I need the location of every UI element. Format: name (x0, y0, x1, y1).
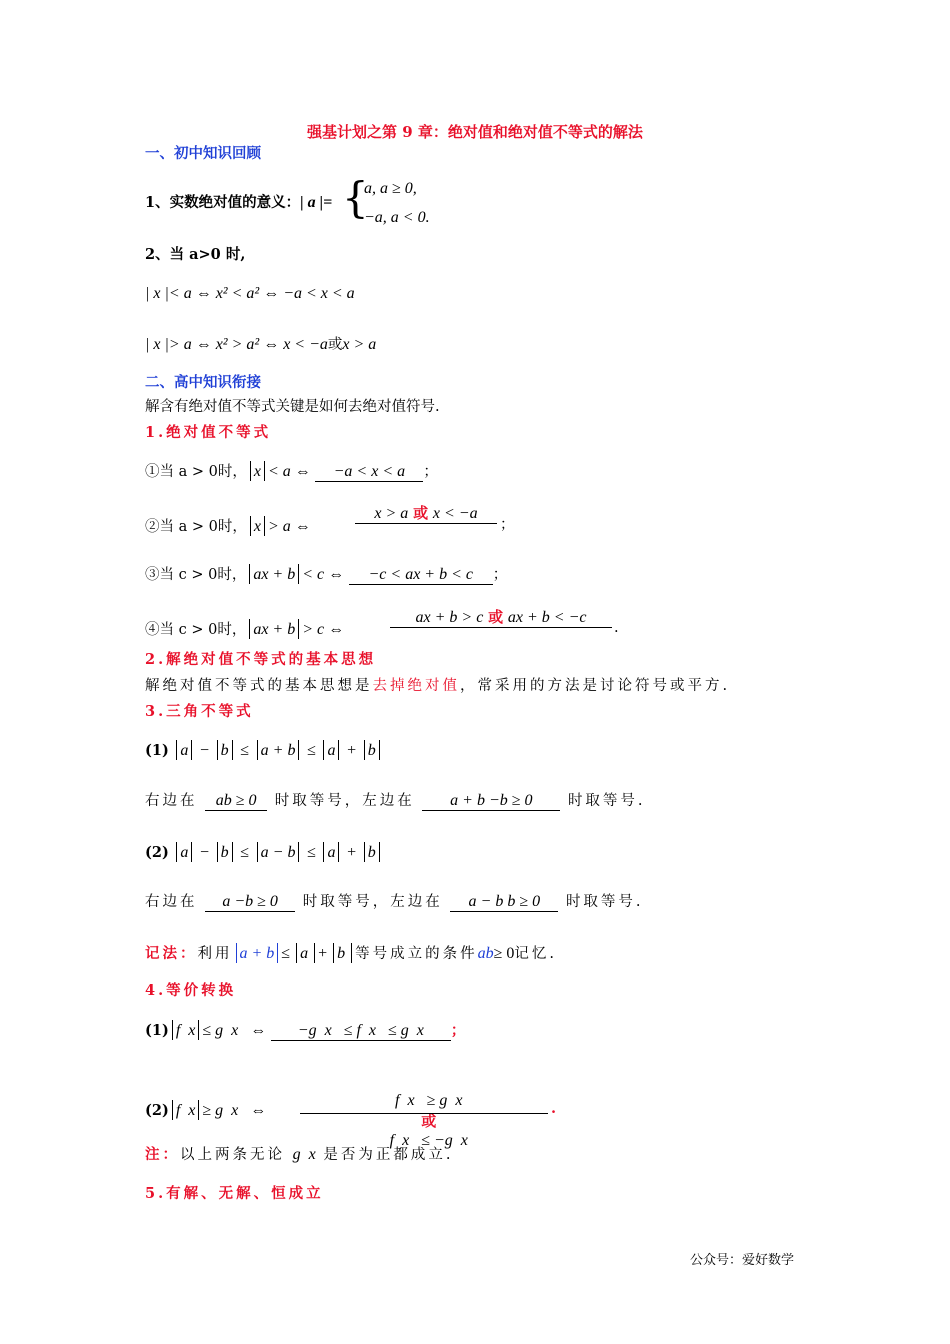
e2-underline (300, 1113, 548, 1114)
rule1-answer: −a < x < a (315, 463, 423, 482)
memo-a: 利用 (197, 946, 233, 962)
section2-intro: 解含有绝对值不等式关键是如何去绝对值符号. (145, 399, 440, 415)
equiv-1 (145, 1020, 465, 1041)
rule4-ans-or: 或 (488, 608, 504, 626)
rule2-prefix: ②当 a > 0时， (145, 519, 247, 535)
rule-1 (145, 461, 438, 482)
rule4-end: . (614, 620, 619, 636)
rule3-answer: −c < ax + b < c (349, 566, 493, 585)
note-a: 以上两条无论 (180, 1147, 285, 1163)
e1-end: ； (450, 1022, 466, 1039)
rule2-end: ； (500, 517, 515, 533)
part2-text-b: ，常采用的方法是讨论符号或平方. (460, 678, 731, 694)
note-line (145, 1146, 453, 1164)
memo-d: a (300, 945, 312, 962)
memo-label: 记法： (145, 945, 198, 962)
f2-le2: ≤ (307, 844, 316, 861)
memo-ab: ab (477, 945, 494, 962)
c1-blank2: a + b −b ≥ 0 (422, 792, 560, 811)
c2-a: 右边在 (145, 894, 198, 910)
e1-expr: f x (175, 1022, 196, 1039)
rule2-expr: x (253, 518, 261, 535)
rule-2 (145, 516, 311, 536)
e1-label: (1) (145, 1022, 169, 1039)
part2-text-red: 去掉绝对值 (372, 678, 460, 694)
memo-c: 记忆. (514, 946, 557, 962)
e1-answer: −g x ≤ f x ≤ g x (271, 1022, 451, 1041)
rule4-rel: > c ⇔ (302, 621, 345, 638)
part1-heading: 1.绝对值不等式 (145, 424, 272, 441)
footer: 公众号：爱好数学 (690, 1253, 795, 1268)
item2-label: 2、当 a>0 时, (145, 246, 246, 263)
f1-d: a (327, 742, 336, 759)
rule2-rel: > a ⇔ (267, 518, 311, 535)
f2-a: a (180, 844, 189, 861)
e2-ans-b: f x ≤ −g x (389, 1132, 468, 1149)
c2-b: 时取等号，左边在 (302, 894, 443, 910)
condition-2 (145, 893, 644, 912)
memo-rest: ≤ (281, 945, 294, 962)
item1-label: 1、实数绝对值的意义： (145, 194, 301, 211)
note-m: g x (292, 1146, 316, 1163)
e2-expr: f x (175, 1102, 196, 1119)
rule1-prefix: ①当 a > 0时， (145, 464, 247, 480)
f1-le1: ≤ (240, 742, 250, 759)
rule3-end: ； (492, 567, 508, 583)
memo-abs: a + b (239, 945, 275, 962)
triangle-ineq-2 (145, 842, 383, 862)
rule4-ans-b: ax + b < −c (507, 609, 587, 626)
section-heading-1: 一、初中知识回顾 (145, 145, 261, 162)
f1-e: b (367, 742, 376, 759)
memo-b: 等号成立的条件 (355, 946, 478, 962)
memo-e: b (337, 945, 349, 962)
abs-definition (145, 194, 332, 212)
part2-heading: 2.解绝对值不等式的基本思想 (145, 651, 377, 668)
c1-c: 时取等号. (567, 793, 646, 809)
part2-text (145, 677, 730, 695)
rule4-ans-a: ax + b > c (415, 609, 484, 626)
abs-lhs: | a |= (300, 194, 333, 211)
e2-ans-a: f x ≥ g x (395, 1092, 463, 1109)
f2-op2: + (347, 844, 357, 861)
equivalence-less: | x |< a ⇔ x² < a² ⇔ −a < x < a (145, 285, 355, 302)
rule2-ans-a: x > a (374, 505, 409, 522)
rule1-rel: < a ⇔ (267, 463, 311, 480)
f2-le1: ≤ (240, 844, 250, 861)
c2-blank: a −b ≥ 0 (205, 893, 295, 912)
part3-heading: 3.三角不等式 (145, 703, 254, 720)
brace-icon: { (342, 173, 369, 222)
f1-c: a + b (260, 742, 296, 759)
rule4-prefix: ④当 c > 0时， (145, 622, 247, 638)
case-1: a, a ≥ 0, (364, 180, 417, 197)
e1-rel: ≤ g x ⇔ (202, 1022, 267, 1039)
rule2-ans-b: x < −a (432, 505, 478, 522)
e2-ans-or: 或 (421, 1112, 437, 1130)
c1-a: 右边在 (145, 793, 198, 809)
case-2: −a, a < 0. (364, 209, 430, 226)
part2-text-a: 解绝对值不等式的基本思想是 (145, 678, 373, 694)
e2-end: . (551, 1100, 557, 1117)
e2-label: (2) (145, 1102, 169, 1119)
f1-b: b (220, 742, 229, 759)
eq2-or: 或 (327, 337, 343, 353)
rule4-answer (390, 606, 612, 628)
page-title: 强基计划之第 9 章：绝对值和绝对值不等式的解法 (307, 123, 643, 141)
f2-d: a (327, 844, 336, 861)
part4-heading: 4.等价转换 (145, 982, 237, 999)
condition-1 (145, 792, 646, 811)
rule1-end: ； (423, 464, 438, 480)
f2-c: a − b (260, 844, 296, 861)
section-heading-2: 二、高中知识衔接 (145, 374, 261, 391)
rule2-ans-or: 或 (413, 504, 429, 522)
f1-op2: + (347, 742, 357, 759)
memo-line (145, 943, 557, 963)
c1-blank: ab ≥ 0 (205, 792, 267, 811)
rule3-prefix: ③当 c > 0时， (145, 567, 247, 583)
f1-a: a (180, 742, 189, 759)
rule3-expr: ax + b (253, 566, 296, 583)
f2-op1: − (200, 844, 210, 861)
triangle-ineq-1 (145, 740, 383, 760)
memo-cond: ≥ 0 (493, 945, 515, 962)
rule2-answer (355, 502, 497, 524)
rule-4 (145, 619, 344, 639)
eq2-part2: x > a (342, 336, 377, 353)
f1-op1: − (200, 742, 210, 759)
rule-3 (145, 564, 507, 585)
f1-label: (1) (145, 742, 169, 759)
note-label: 注： (145, 1146, 180, 1163)
equivalence-greater (145, 336, 376, 354)
rule4-expr: ax + b (253, 621, 296, 638)
e2-answer (300, 1073, 548, 1150)
c1-b: 时取等号，左边在 (274, 793, 415, 809)
memo-plus: + (318, 945, 331, 962)
part5-heading: 5.有解、无解、恒成立 (145, 1185, 324, 1202)
rule1-expr: x (253, 463, 261, 480)
f2-b: b (220, 844, 229, 861)
c2-c: 时取等号. (565, 894, 644, 910)
note-b: 是否为正都成立. (323, 1147, 454, 1163)
equiv-2 (145, 1100, 266, 1120)
e2-rel: ≥ g x ⇔ (202, 1102, 267, 1119)
eq2-part1: | x |> a ⇔ x² > a² ⇔ x < −a (145, 336, 328, 353)
f1-le2: ≤ (307, 742, 316, 759)
c2-blank2: a − b b ≥ 0 (450, 893, 558, 912)
f2-e: b (367, 844, 376, 861)
rule3-rel: < c ⇔ (302, 566, 345, 583)
f2-label: (2) (145, 844, 169, 861)
